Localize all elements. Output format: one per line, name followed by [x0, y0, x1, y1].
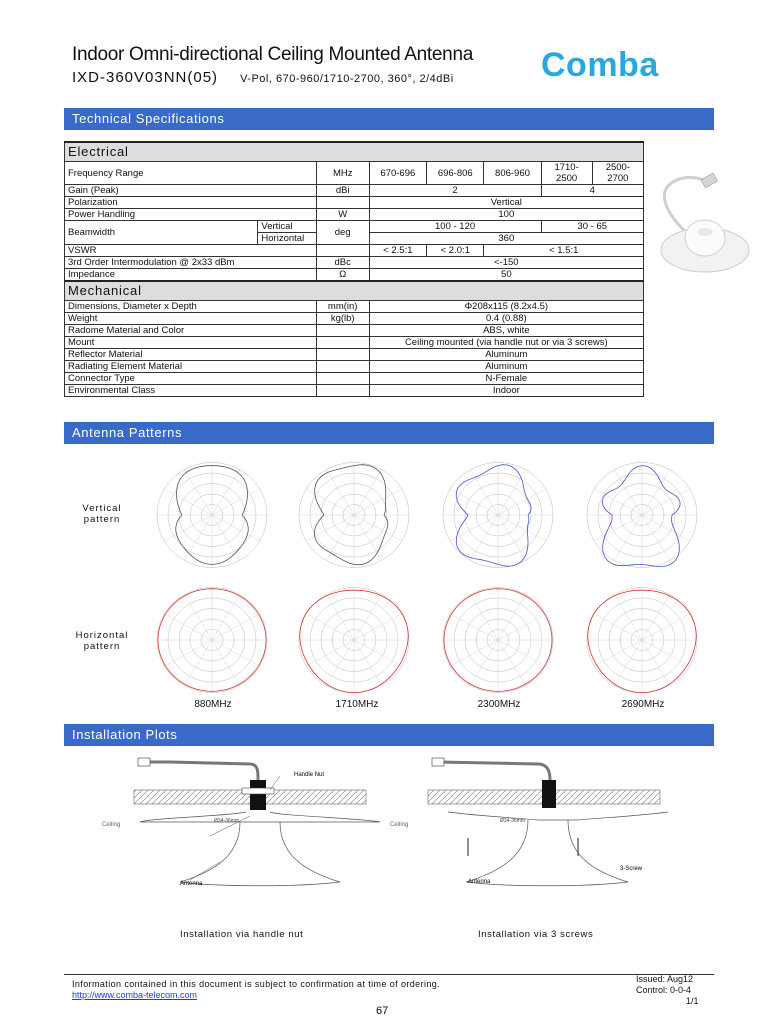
footer-divider	[64, 974, 714, 975]
vertical-pattern-plot	[290, 455, 418, 575]
install-diagram-handle-nut	[90, 752, 390, 902]
gain-high: 4	[541, 185, 643, 197]
table-row	[65, 197, 644, 209]
mechanical-heading: Mechanical	[65, 281, 644, 301]
imp-label: Impedance	[65, 269, 317, 282]
band-5: 2500- 2700	[592, 162, 643, 185]
antenna-product-photo	[650, 158, 760, 278]
mech-value: ABS, white	[369, 325, 643, 337]
horizontal-pattern-plot	[434, 580, 562, 700]
mech-unit	[316, 325, 369, 337]
vswr-2: < 2.0:1	[427, 245, 484, 257]
section-bar-installation-plots: Installation Plots	[64, 724, 714, 746]
table-row	[65, 269, 644, 282]
table-row	[65, 385, 644, 397]
electrical-heading: Electrical	[65, 142, 644, 162]
table-row	[65, 301, 644, 313]
ceiling-callout-2: Ceiling	[390, 822, 409, 828]
footer-issued: Issued: Aug12	[636, 974, 694, 984]
table-row	[65, 313, 644, 325]
vertical-pattern-plot	[578, 455, 706, 575]
ceiling-callout: Ceiling	[102, 822, 121, 828]
footer-control: Control: 0-0-4	[636, 985, 692, 995]
electrical-heading-row	[65, 142, 644, 162]
vswr-1: < 2.5:1	[369, 245, 426, 257]
power-value: 100	[369, 209, 643, 221]
vswr-label: VSWR	[65, 245, 317, 257]
mech-unit	[316, 385, 369, 397]
page-number: 67	[376, 1005, 389, 1017]
mech-label: Environmental Class	[65, 385, 317, 397]
table-row	[65, 361, 644, 373]
bw-unit: deg	[316, 221, 369, 245]
footer-notice: Information contained in this document is subject to confirmation at time of ordering.	[72, 979, 441, 989]
horizontal-pattern-plot	[290, 580, 418, 700]
mech-value: Aluminum	[369, 349, 643, 361]
bw-horiz-value: 360	[369, 233, 643, 245]
table-row	[65, 257, 644, 269]
mech-label: Radome Material and Color	[65, 325, 317, 337]
horizontal-pattern-plot	[578, 580, 706, 700]
mech-value: Ceiling mounted (via handle nut or via 3 screws)	[369, 337, 643, 349]
document-title: Indoor Omni-directional Ceiling Mounted Antenna	[72, 44, 473, 65]
antenna-callout-2: Antenna	[468, 879, 491, 885]
pol-value: Vertical	[369, 197, 643, 209]
mech-label: Mount	[65, 337, 317, 349]
mechanical-heading-row	[65, 281, 644, 301]
table-row	[65, 373, 644, 385]
mech-label: Reflector Material	[65, 349, 317, 361]
mech-unit	[316, 373, 369, 385]
gain-low: 2	[369, 185, 541, 197]
freq-label-1710: 1710MHz	[335, 699, 379, 710]
freq-label-2300: 2300MHz	[477, 699, 521, 710]
footer-pages: 1/1	[686, 996, 699, 1006]
hole-callout-2: Ø34-36mm	[500, 818, 526, 824]
table-row	[65, 245, 644, 257]
im-value: <-150	[369, 257, 643, 269]
mech-value: Φ208x115 (8.2x4.5)	[369, 301, 643, 313]
model-line	[72, 69, 454, 86]
screws-callout: 3-Screw	[620, 866, 643, 872]
imp-value: 50	[369, 269, 643, 282]
im-label: 3rd Order Intermodulation @ 2x33 dBm	[65, 257, 317, 269]
spec-table	[64, 141, 644, 397]
footer-url-wrap	[72, 990, 197, 1000]
vertical-pattern-label: Vertical pattern	[82, 503, 122, 525]
mech-label: Connector Type	[65, 373, 317, 385]
footer-url-link[interactable]: http://www.comba-telecom.com	[72, 990, 198, 1000]
table-row	[65, 221, 644, 233]
bw-horiz-label: Horizontal	[258, 233, 316, 245]
bw-vert-high: 30 - 65	[541, 221, 643, 233]
model-number: IXD-360V03NN(05)	[72, 69, 219, 86]
mech-unit	[316, 349, 369, 361]
mech-unit	[316, 361, 369, 373]
table-row	[65, 162, 644, 185]
gain-label: Gain (Peak)	[65, 185, 317, 197]
install-diagram-three-screws	[388, 752, 688, 902]
mech-value: Aluminum	[369, 361, 643, 373]
freq-label: Frequency Range	[65, 162, 317, 185]
imp-unit: Ω	[316, 269, 369, 282]
vswr-3: < 1.5:1	[484, 245, 644, 257]
pol-label: Polarization	[65, 197, 317, 209]
mech-label: Weight	[65, 313, 317, 325]
freq-unit: MHz	[316, 162, 369, 185]
model-subtitle: V-Pol, 670-960/1710-2700, 360°, 2/4dBi	[240, 73, 454, 85]
section-bar-antenna-patterns: Antenna Patterns	[64, 422, 714, 444]
bw-label: Beamwidth	[65, 221, 258, 245]
horizontal-pattern-label: Horizontal pattern	[75, 630, 129, 652]
hole-callout: Ø34-36mm	[214, 818, 240, 824]
mech-value: Indoor	[369, 385, 643, 397]
section-bar-tech-specs: Technical Specifications	[64, 108, 714, 130]
power-label: Power Handling	[65, 209, 317, 221]
comba-logo: Comba	[541, 46, 659, 84]
bw-vert-label: Vertical	[258, 221, 316, 233]
table-row	[65, 349, 644, 361]
band-2: 696-806	[427, 162, 484, 185]
table-row	[65, 337, 644, 349]
im-unit: dBc	[316, 257, 369, 269]
band-1: 670-696	[369, 162, 426, 185]
horizontal-pattern-plot	[148, 580, 276, 700]
mech-value: 0.4 (0.88)	[369, 313, 643, 325]
install-caption-screws: Installation via 3 screws	[478, 929, 594, 940]
freq-label-2690: 2690MHz	[621, 699, 665, 710]
table-row	[65, 325, 644, 337]
mech-unit: kg(lb)	[316, 313, 369, 325]
mech-label: Dimensions, Diameter x Depth	[65, 301, 317, 313]
mech-unit: mm(in)	[316, 301, 369, 313]
gain-unit: dBi	[316, 185, 369, 197]
bw-vert-low: 100 - 120	[369, 221, 541, 233]
vertical-pattern-plot	[148, 455, 276, 575]
mech-label: Radiating Element Material	[65, 361, 317, 373]
freq-label-880: 880MHz	[194, 699, 232, 710]
table-row	[65, 185, 644, 197]
antenna-callout: Antenna	[180, 881, 203, 887]
vertical-pattern-plot	[434, 455, 562, 575]
band-3: 806-960	[484, 162, 541, 185]
band-4: 1710- 2500	[541, 162, 592, 185]
mech-unit	[316, 337, 369, 349]
install-caption-handle-nut: Installation via handle nut	[180, 929, 304, 940]
mech-value: N-Female	[369, 373, 643, 385]
handle-nut-callout: Handle Nut	[294, 772, 325, 778]
power-unit: W	[316, 209, 369, 221]
table-row	[65, 209, 644, 221]
